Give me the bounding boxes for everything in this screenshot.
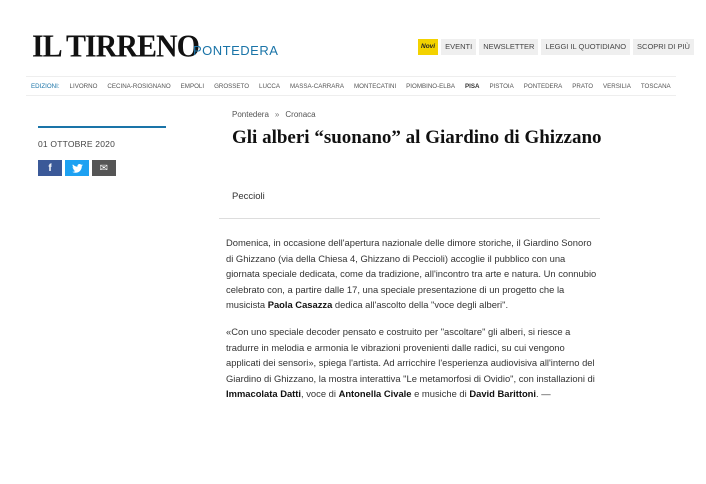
nav-leggi-quotidiano[interactable]: LEGGI IL QUOTIDIANO (541, 39, 630, 55)
publish-date: 01 OTTOBRE 2020 (38, 139, 116, 149)
editions-bar (26, 76, 676, 96)
edition-livorno[interactable]: LIVORNO (69, 82, 98, 90)
twitter-share-button[interactable] (65, 160, 89, 176)
site-logo[interactable]: IL TIRRENO (32, 29, 200, 64)
sidebar-rule (38, 126, 166, 128)
article-place: Peccioli (232, 191, 265, 202)
article-paragraph (226, 324, 601, 402)
person-name: David Barittoni (469, 388, 537, 400)
breadcrumb-cronaca[interactable]: Cronaca (285, 110, 316, 119)
person-name: Immacolata Datti (226, 388, 302, 400)
text-run: , voce di (301, 388, 339, 400)
share-buttons (38, 160, 116, 176)
edition-empoli[interactable]: EMPOLI (180, 82, 205, 90)
facebook-share-button[interactable] (38, 160, 62, 176)
header-divider (219, 218, 600, 219)
edition-grosseto[interactable]: GROSSETO (214, 82, 250, 90)
text-run: dedica all'ascolto della "voce degli alberi". (332, 299, 509, 311)
site-header (0, 0, 706, 80)
nav-newsletter[interactable]: NEWSLETTER (479, 39, 538, 55)
person-name: Antonella Civale (338, 388, 412, 400)
person-name: Paola Casazza (267, 299, 333, 311)
top-nav (418, 39, 694, 55)
edition-prato[interactable]: PRATO (572, 82, 594, 90)
text-run: «Con uno speciale decoder pensato e costruito per "ascoltare" gli alberi, si riesce a tradurre in melodia e armonia le vibrazioni provenienti dalle radici, su cui vengono applicati dei sensori», spiega l'artista. Ad arricchire l'esperienza audiovisiva all'interno del Giardino di Ghizzano, la mostra interattiva "Le metamorfosi di Ovidio", con installazioni di (226, 325, 595, 384)
facebook-icon: f (48, 162, 52, 174)
edition-versilia[interactable]: VERSILIA (603, 82, 631, 90)
edition-massa[interactable]: MASSA-CARRARA (290, 82, 344, 90)
article-paragraph (226, 235, 601, 313)
edition-cecina[interactable]: CECINA-ROSIGNANO (107, 82, 171, 90)
breadcrumb-pontedera[interactable]: Pontedera (232, 110, 269, 119)
article-body (226, 235, 601, 413)
new-badge-wrap[interactable] (418, 39, 438, 55)
text-run: . — (536, 388, 551, 400)
edition-pisa[interactable]: PISA (465, 82, 480, 90)
new-badge: Novi (421, 43, 436, 50)
nav-eventi[interactable]: EVENTI (441, 39, 476, 55)
edition-pontedera[interactable]: PONTEDERA (523, 82, 563, 90)
text-run: Domenica, in occasione dell'apertura nazionale delle dimore storiche, il Giardino Sonoro di Ghizzano (via della Chiesa 4, Ghizzano di Peccioli) accoglie il pubblico con una giornata speciale dedicata, come da tradizione, all'incontro tra arte e natura. Un connubio celebrato con, a partire dalle 17, una speciale presentazione di un progetto che la musicista (226, 237, 597, 311)
edition-pistoia[interactable]: PISTOIA (489, 82, 514, 90)
article-title: Gli alberi “suonano” al Giardino di Ghizzano (232, 127, 602, 148)
text-run: e musiche di (411, 388, 470, 400)
nav-scopri[interactable]: SCOPRI DI PIÙ (633, 39, 694, 55)
edition-montecatini[interactable]: MONTECATINI (354, 82, 397, 90)
edition-piombino[interactable]: PIOMBINO-ELBA (406, 82, 455, 90)
twitter-icon (72, 164, 83, 173)
edition-toscana[interactable]: TOSCANA (640, 82, 671, 90)
breadcrumb-separator: » (274, 110, 280, 119)
mail-icon: ✉ (99, 162, 109, 174)
section-name[interactable]: PONTEDERA (193, 43, 279, 58)
mail-share-button[interactable] (92, 160, 116, 176)
edition-lucca[interactable]: LUCCA (259, 82, 281, 90)
editions-label: EDIZIONI: (31, 82, 60, 90)
breadcrumb (232, 110, 316, 119)
